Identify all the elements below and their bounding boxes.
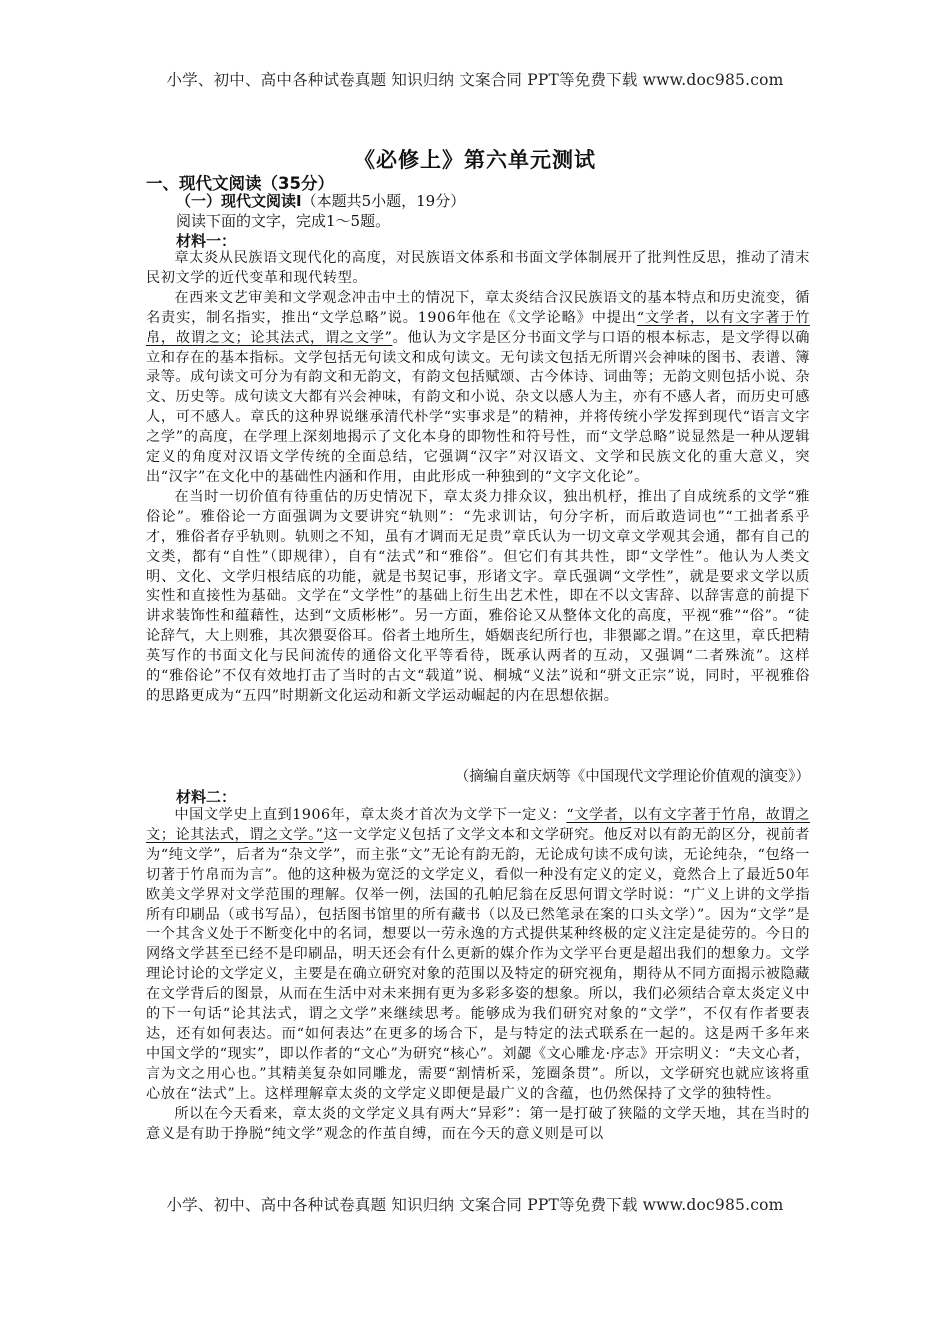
subsection-label: （一）现代文阅读Ⅰ (176, 192, 302, 210)
source-citation: （摘编自童庆炳等《中国现代文学理论价值观的演变》） (454, 769, 810, 785)
instruction-text: 阅读下面的文字，完成1～5题。 (176, 212, 391, 230)
page-footer: 小学、初中、高中各种试卷真题 知识归纳 文案合同 PPT等免费下载 www.doc985.com (166, 1196, 784, 1214)
m1-p2-text-b: 。他认为文字是区分书面文学与口语的根本标志，是文学得以确立和存在的基本指标。文学包括无句读文和成句读文。无句读文包括无所谓兴会神味的图书、表谱、簿录等。成句读文可分为有韵文和无韵文，有韵文包括赋颂、古今体诗、词曲等；无韵文则包括小说、杂文、历史等。成句读文大都有兴会神味，有韵文和小说、杂文以感人为主，亦有不感人者，而历史可感人，可不感人。章氏的这种界说继承清代朴学“实事求是”的精神，并将传统小学发挥到现代“语言文字之学”的高度，在学理上深刻地揭示了文化本身的即物性和符号性，而“文学总略”说显然是一种从逻辑定义的角度对汉语文学传统的全面总结，它强调“汉字”对汉语文、文学和民族文化的重大意义，突出“汉字”在文化中的基础性内涵和作用，由此形成一种独到的“文字文化论”。 (146, 329, 810, 485)
material2-paragraph-2: 所以在今天看来，章太炎的文学定义具有两大“异彩”：第一是打破了狭隘的文学天地，其在当时的意义是有助于挣脱“纯文学”观念的作茧自缚，而在今天的意义则是可以 (146, 1105, 810, 1142)
subsection-note: （本题共5小题，19分） (301, 192, 466, 210)
document-title: 《必修上》第六单元测试 (354, 148, 596, 172)
material2-paragraph-1 (146, 806, 810, 1105)
material1-paragraph-3: 在当时一切价值有待重估的历史情况下，章太炎力排众议，独出机杼，推出了自成统系的文学“雅俗论”。雅俗论一方面强调为文要讲究“轨则”：“先求训诂，句分字析，而后敢造词也”“工拙者系乎才，雅俗者存乎轨则。轨则之不知，虽有才调而无足贵”章氏认为一切文章文学观其会通，都有自己的文类，都有“自性”（即规律），自有“法式”和“雅俗”。但它们有其共性，即“文学性”。他认为人类文明、文化、文学归根结底的功能，就是书契记事，形诸文字。章氏强调“文学性”，就是要求文学以质实性和直接性为基础。文学在“文学性”的基础上衍生出艺术性，即在不以文害辞、以辞害意的前提下讲求装饰性和蕴藉性，达到“文质彬彬”。另一方面，雅俗论又从整体文化的高度，平视“雅”“俗”。“徒论辞气，大上则雅，其次猥耍俗耳。俗者土地所生，婚姻丧纪所行也，非猥鄙之谓。”在这里，章氏把精英写作的书面文化与民间流传的通俗文化平等看待，既承认两者的互动，又强调“二者殊流”。这样的“雅俗论”不仅有效地打击了当时的古文“载道”说、桐城“义法”说和“骈文正宗”说，同时，平视雅俗的思路更成为“五四”时期新文化运动和新文学运动崛起的内在思想依据。 (146, 488, 810, 704)
material1-label: 材料一： (176, 232, 237, 250)
m1-p2-text-a: 在西来文艺审美和文学观念冲击中土的情况下，章太炎结合汉民族语文的基本特点和历史流变，循名责实，制名指实，推出“文学总略”说。1906年他在《文学论略》中提出 (146, 289, 810, 326)
material1-paragraph-2 (146, 289, 810, 488)
material2-body (146, 806, 810, 1144)
section-heading: 一、现代文阅读（35分） (146, 174, 334, 193)
subsection-heading (176, 190, 465, 211)
m2-p1-underlined-quote: “文学者，以有文字著于竹帛，故谓之文；论其法式，谓之文学。” (146, 807, 811, 843)
m1-p2-underlined-quote: “文学者，以有文字著于竹帛，故谓之文；论其法式，谓之文学” (146, 309, 810, 346)
material1-body (146, 249, 810, 707)
m2-p1-text-a: 中国文学史上直到1906年，章太炎才首次为文学下一定义： (174, 807, 567, 823)
page-header: 小学、初中、高中各种试卷真题 知识归纳 文案合同 PPT等免费下载 www.doc985.com (166, 71, 784, 89)
m2-p1-text-b: 这一文学定义包括了文学文本和文学研究。他反对以有韵无韵区分，视前者为“纯文学”，后者为“杂文学”，而主张“文”无论有韵无韵，无论成句读不成句读，无论纯杂，“包络一切著于竹帛而为言”。他的这种极为宽泛的文学定义，看似一种没有定义的定义，竟然合上了最近50年欧美文学界对文学范围的理解。仅举一例，法国的孔帕尼翁在反思何谓文学时说：“广义上讲的文学指所有印刷品（或书写品），包括图书馆里的所有藏书（以及已然笔录在案的口头文学）”。因为“文学”是一个其含义处于不断变化中的名词，想要以一劳永逸的方式提供某种终极的定义注定是徒劳的。今日的网络文学甚至已经不是印刷品，明天还会有什么更新的媒介作为文学平台更是超出我们的想象力。文学理论讨论的文学定义，主要是在确立研究对象的范围以及特定的研究视角，期待从不同方面揭示被隐藏在文学背后的图景，从而在生活中对未来拥有更为多彩多姿的想象。所以，我们必须结合章太炎定义中的下一句话“论其法式，谓之文学”来继续思考。能够成为我们研究对象的“文学”，不仅有作者要表达，还有如何表达。而“如何表达”在更多的场合下，是与特定的法式联系在一起的。这是两千多年来中国文学的“现实”，即以作者的“文心”为研究“核心”。刘勰《文心雕龙·序志》开宗明义：“夫文心者，言为文之用心也。”其精美复杂如同雕龙，需要“割情析采，笼圈条贯”。所以，文学研究也就应该将重心放在“法式”上。这样理解章太炎的文学定义即便是最广义的含蕴，也仍然保持了文学的独特性。 (146, 826, 811, 1102)
material2-label: 材料二： (176, 788, 237, 806)
material1-paragraph-1: 章太炎从民族语文现代化的高度，对民族语文体系和书面文学体制展开了批判性反思，推动了清末民初文学的近代变革和现代转型。 (146, 250, 810, 286)
